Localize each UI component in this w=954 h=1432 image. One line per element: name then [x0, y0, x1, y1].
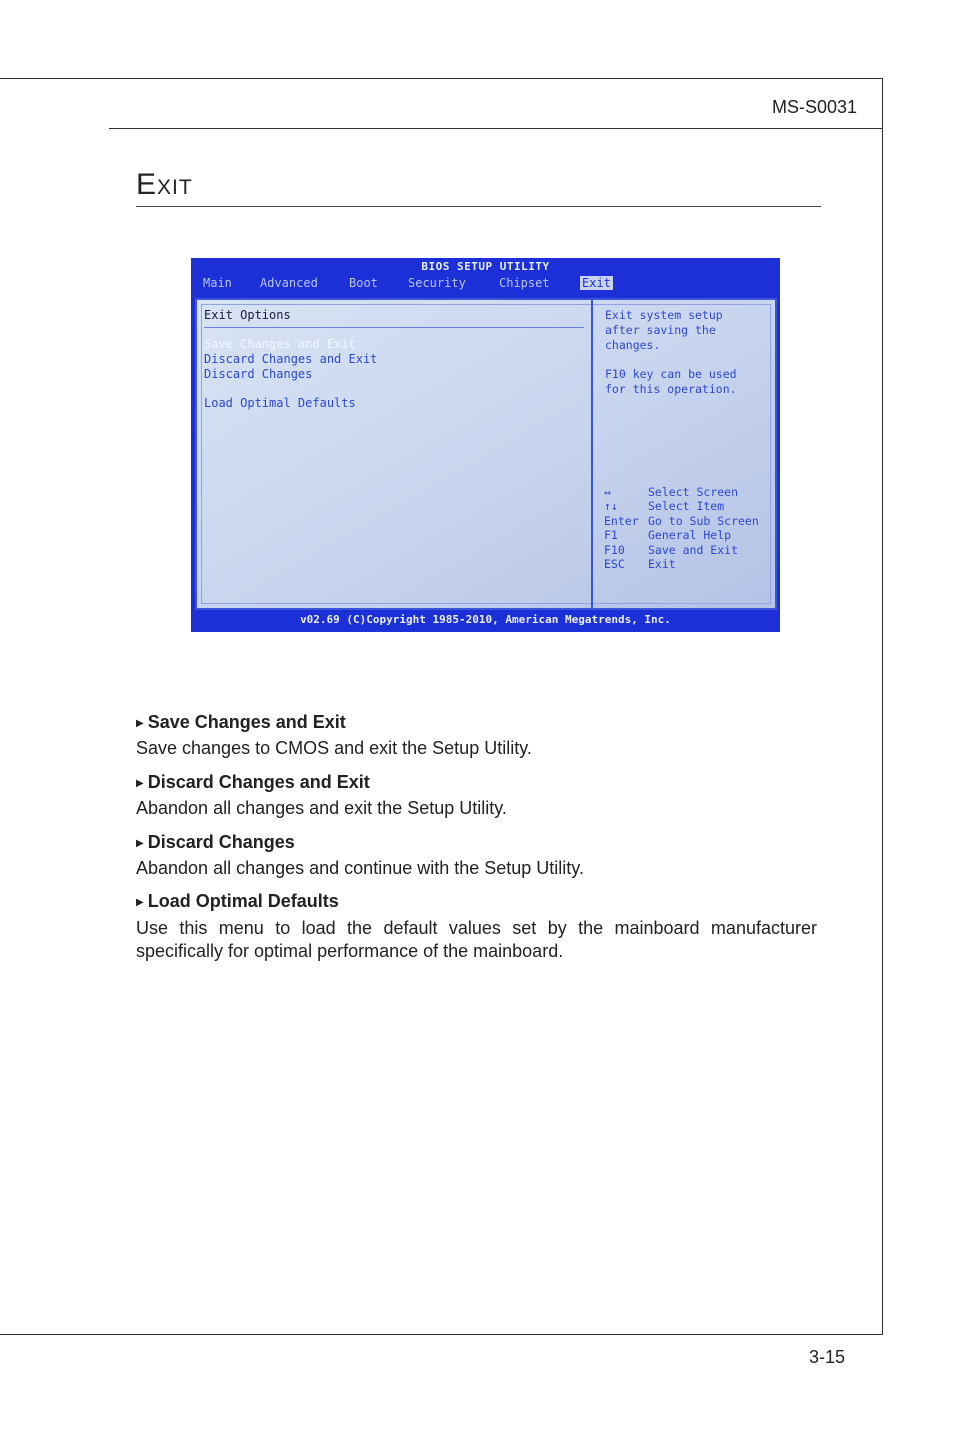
item-heading-text: Save Changes and Exit [147, 712, 346, 732]
item-description: Use this menu to load the default values set by the mainboard manufacturer specifically for optimal performance of the mainboard. [136, 918, 817, 961]
bios-key-desc: General Help [648, 528, 732, 542]
bios-item-discard-changes-and-exit[interactable]: Discard Changes and Exit [204, 352, 378, 366]
bios-help-line: Exit system setup [605, 308, 723, 322]
bios-key-esc: ESC [604, 557, 625, 571]
bios-item-save-changes-and-exit[interactable]: Save Changes and Exit [204, 337, 356, 351]
bios-screenshot [191, 258, 780, 632]
page-number: 3-15 [808, 1347, 845, 1367]
item-heading-discard-changes-and-exit [136, 772, 370, 793]
bios-item-load-optimal-defaults[interactable]: Load Optimal Defaults [204, 396, 356, 410]
bios-panel [195, 298, 777, 610]
bios-menubar [191, 274, 780, 294]
bios-help-line: for this operation. [605, 382, 737, 396]
bios-divider [591, 300, 593, 608]
bios-tab-main[interactable]: Main [203, 276, 232, 290]
bios-help-line: after saving the [605, 323, 716, 337]
item-description: Abandon all changes and continue with the Setup Utility. [136, 858, 584, 878]
triangle-bullet-icon: ▶ [136, 838, 144, 849]
bios-copyright-footer: v02.69 (C)Copyright 1985-2010, American Megatrends, Inc. [300, 613, 671, 626]
header-rule [109, 128, 883, 129]
bios-tab-chipset[interactable]: Chipset [499, 276, 550, 290]
item-description: Save changes to CMOS and exit the Setup Utility. [136, 738, 532, 758]
item-heading-text: Load Optimal Defaults [147, 891, 339, 911]
item-heading-load-optimal-defaults [136, 891, 339, 912]
triangle-bullet-icon: ▶ [136, 897, 144, 908]
item-heading-discard-changes [136, 832, 295, 853]
bios-options-heading: Exit Options [204, 308, 291, 322]
bios-key-up-down: ↑↓ [604, 499, 618, 513]
triangle-bullet-icon: ▶ [136, 718, 144, 729]
bios-help-line: changes. [605, 338, 661, 352]
bios-key-desc: Save and Exit [648, 543, 739, 557]
bios-options-rule [204, 327, 584, 328]
bios-tab-boot[interactable]: Boot [349, 276, 378, 290]
item-heading-text: Discard Changes [147, 832, 295, 852]
top-rule [0, 78, 883, 79]
model-number: MS-S0031 [771, 97, 857, 117]
item-heading-text: Discard Changes and Exit [147, 772, 370, 792]
bios-key-f10: F10 [604, 543, 625, 557]
bios-key-desc: Go to Sub Screen [648, 514, 759, 528]
bios-item-discard-changes[interactable]: Discard Changes [204, 367, 313, 381]
bios-key-left-right: ↔ [604, 485, 611, 499]
bios-key-desc: Exit [648, 557, 676, 571]
bios-tab-exit[interactable]: Exit [582, 276, 611, 290]
bios-help-line: F10 key can be used [605, 367, 737, 381]
bios-key-desc: Select Screen [648, 485, 739, 499]
bottom-rule [0, 1334, 883, 1335]
bios-tab-security[interactable]: Security [408, 276, 466, 290]
bios-key-desc: Select Item [648, 499, 725, 513]
bios-key-enter: Enter [604, 514, 639, 528]
bios-key-f1: F1 [604, 528, 618, 542]
bios-tab-advanced[interactable]: Advanced [260, 276, 318, 290]
item-heading-save-changes-and-exit [136, 712, 346, 733]
triangle-bullet-icon: ▶ [136, 778, 144, 789]
page-title: Exit [136, 168, 193, 201]
item-description: Abandon all changes and exit the Setup Utility. [136, 798, 507, 818]
title-rule [136, 206, 821, 207]
right-margin-rule [882, 78, 883, 1335]
bios-title: BIOS SETUP UTILITY [421, 260, 550, 273]
